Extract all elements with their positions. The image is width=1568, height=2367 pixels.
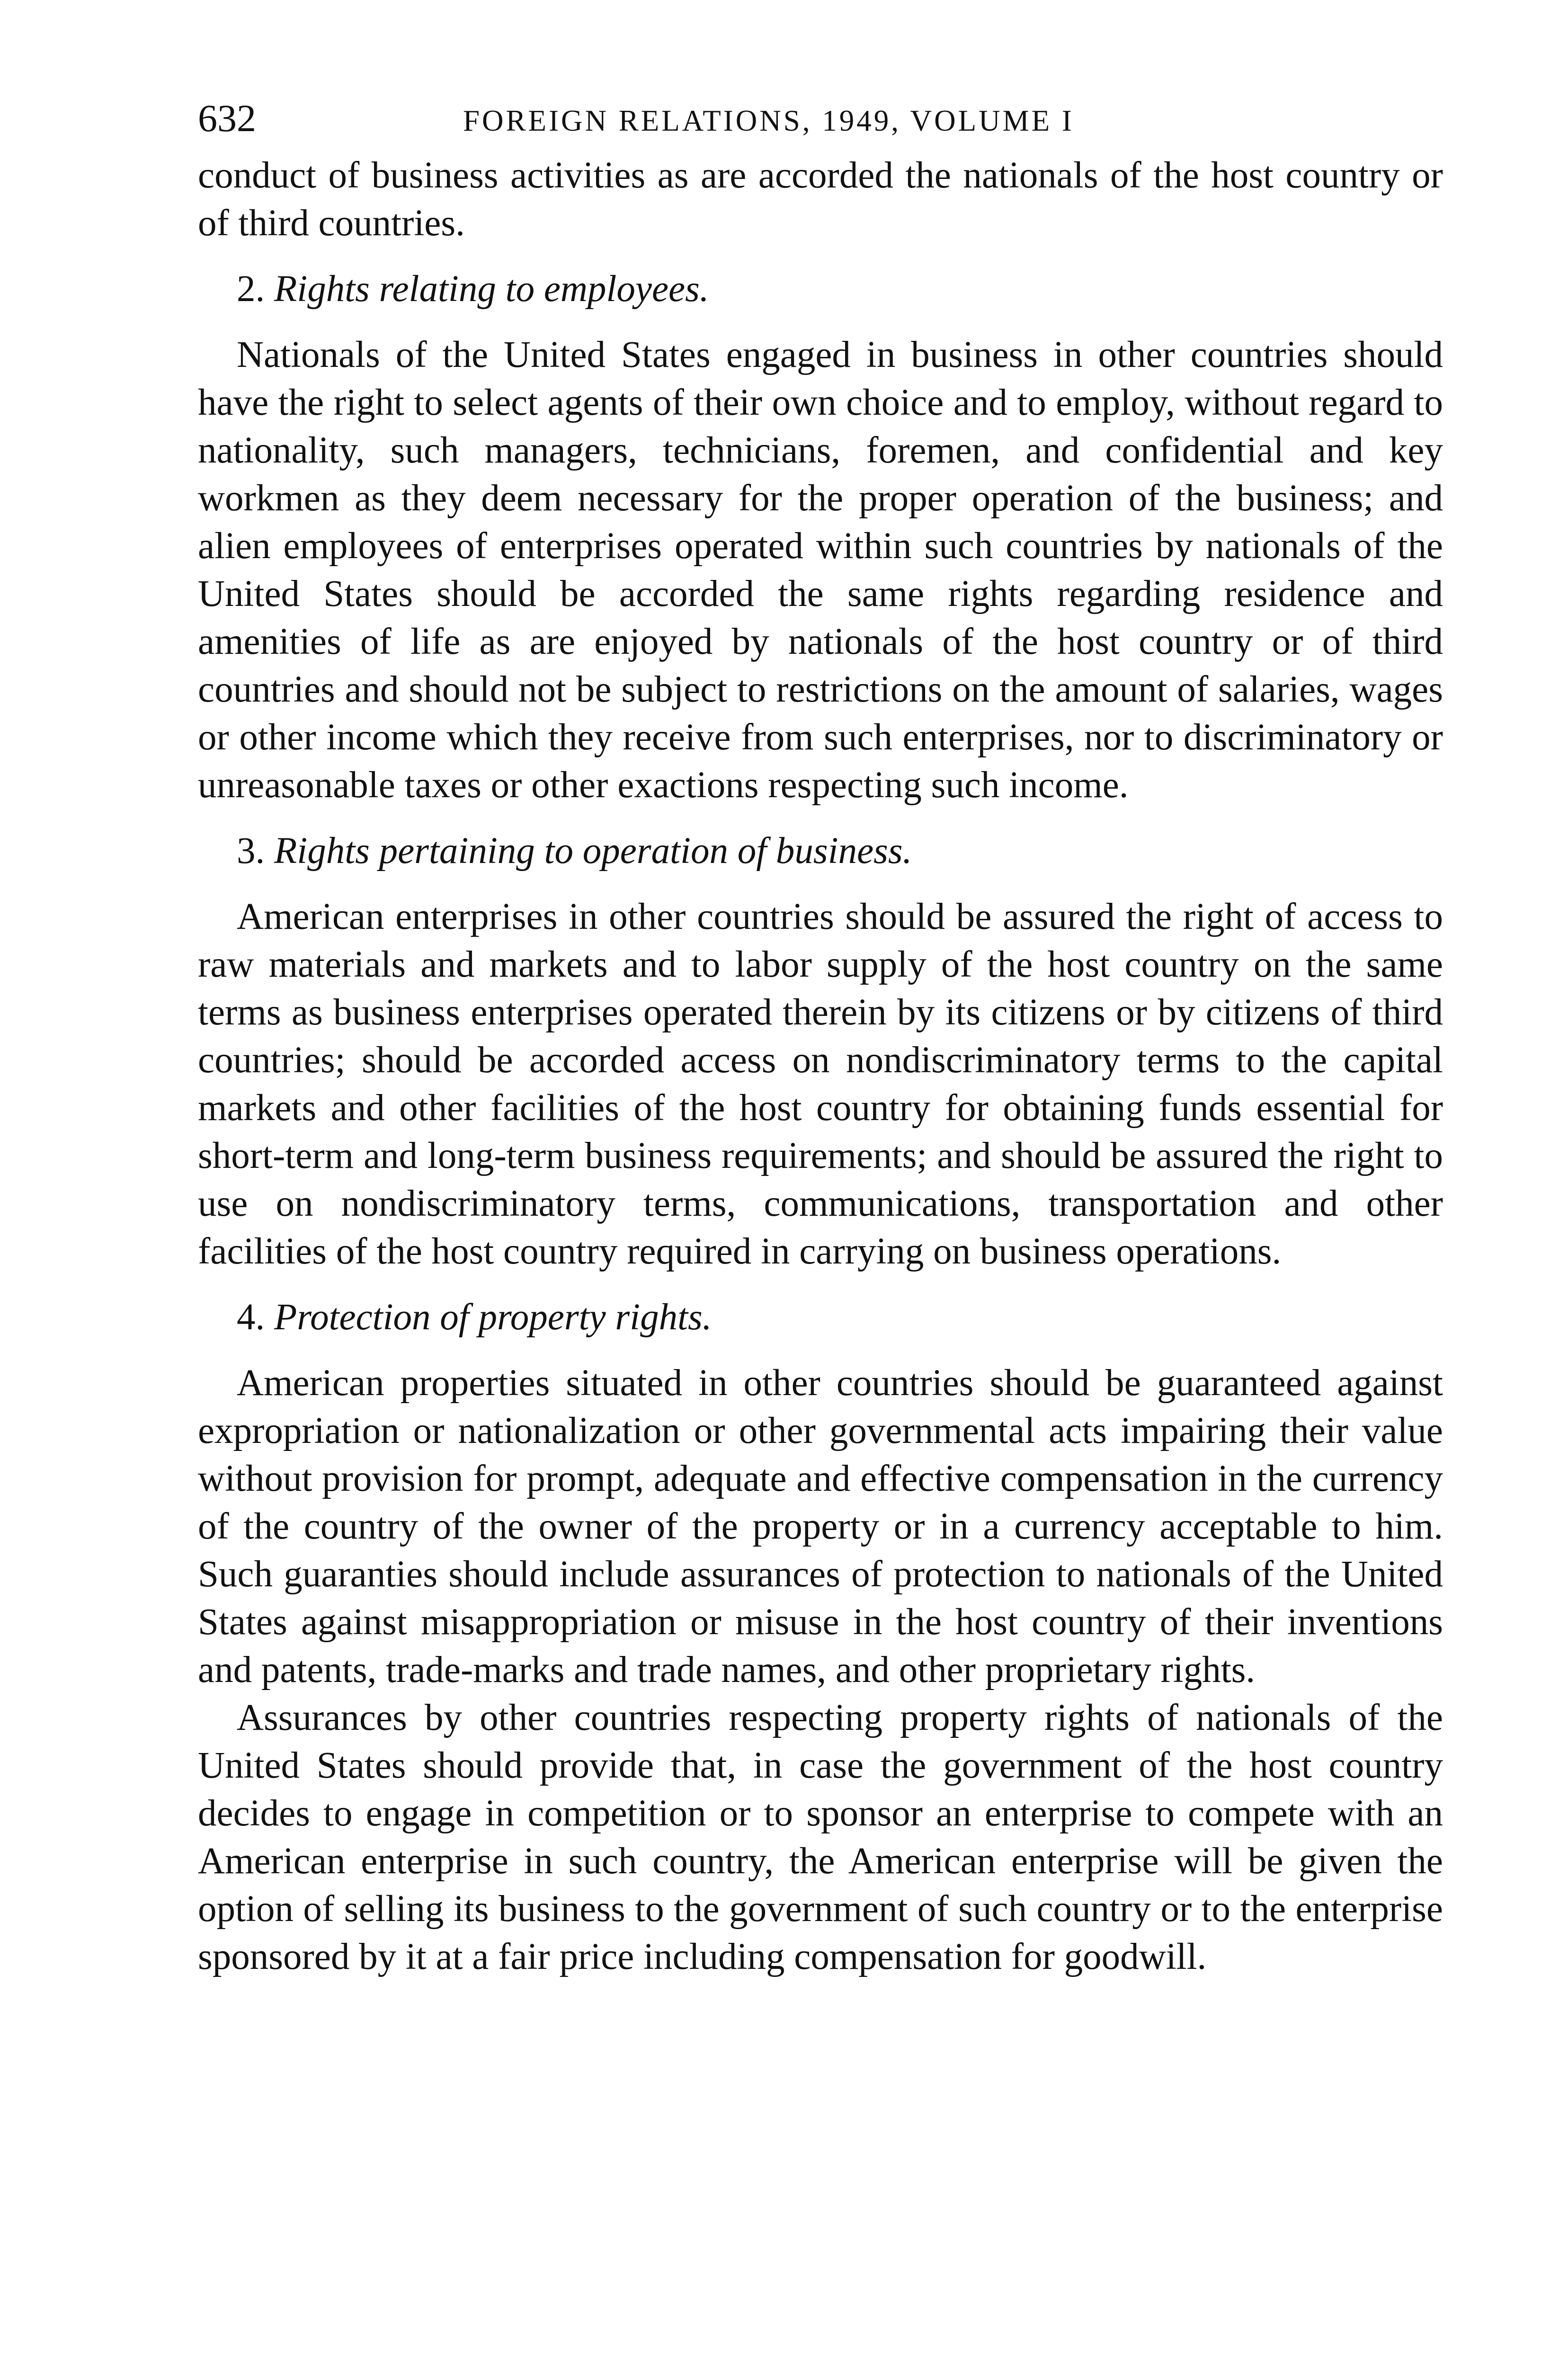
section-number: 2. — [237, 268, 265, 310]
continuation-paragraph: conduct of business activities as are accorded the nationals of the host country or of third countries. — [198, 155, 1443, 244]
running-head — [198, 95, 1443, 151]
section-heading — [198, 827, 1443, 875]
page-number: 632 — [198, 97, 256, 140]
body-text — [198, 151, 1443, 1981]
section-number: 3. — [237, 830, 265, 872]
section-title: Protection of property rights. — [274, 1297, 712, 1338]
section-heading — [198, 1293, 1443, 1341]
section-title: Rights pertaining to operation of business. — [274, 830, 912, 872]
section-heading — [198, 265, 1443, 313]
running-head-title: FOREIGN RELATIONS, 1949, VOLUME I — [463, 104, 1074, 137]
body-paragraph: Nationals of the United States engaged in business in other countries should have the right to select agents of their own choice and to employ, without regard to nationality, such managers, technicians, foremen, and confidential and key workmen as they deem necessary for the proper operation of the business; and alien employees of enterprises operated within such countries by nationals of the United States should be accorded the same rights regarding residence and amenities of life as are enjoyed by nationals of the host country or of third countries and should not be subject to restrictions on the amount of salaries, wages or other income which they receive from such enterprises, nor to discriminatory or unreasonable taxes or other exactions respecting such income. — [198, 334, 1443, 806]
body-paragraph: Assurances by other countries respecting property rights of nationals of the United States should provide that, in case the government of the host country decides to engage in competition or to sponsor an enterprise to compete with an American enterprise in such country, the American enterprise will be given the option of selling its business to the government of such country or to the enterprise sponsored by it at a fair price including compensation for goodwill. — [198, 1697, 1443, 1977]
section-title: Rights relating to employees. — [274, 268, 709, 310]
body-paragraph: American properties situated in other countries should be guaranteed against expropriation or nationalization or other governmental acts impairing their value without provision for prompt, adequate and effective compensation in the currency of the country of the owner of the property or in a currency acceptable to him. Such guaranties should include assurances of protection to nationals of the United States against misappropriation or misuse in the host country of their inventions and patents, trade-marks and trade names, and other proprietary rights. — [198, 1362, 1443, 1691]
section-number: 4. — [237, 1297, 265, 1338]
document-page — [198, 95, 1443, 1981]
body-paragraph: American enterprises in other countries should be assured the right of access to raw materials and markets and to labor supply of the host country on the same terms as business enterprises operated therein by its citizens or by citizens of third countries; should be accorded access on nondiscriminatory terms to the capital markets and other facilities of the host country for obtaining funds essential for short-term and long-term business requirements; and should be assured the right to use on nondiscriminatory terms, communications, transportation and other facilities of the host country required in carrying on business operations. — [198, 896, 1443, 1272]
